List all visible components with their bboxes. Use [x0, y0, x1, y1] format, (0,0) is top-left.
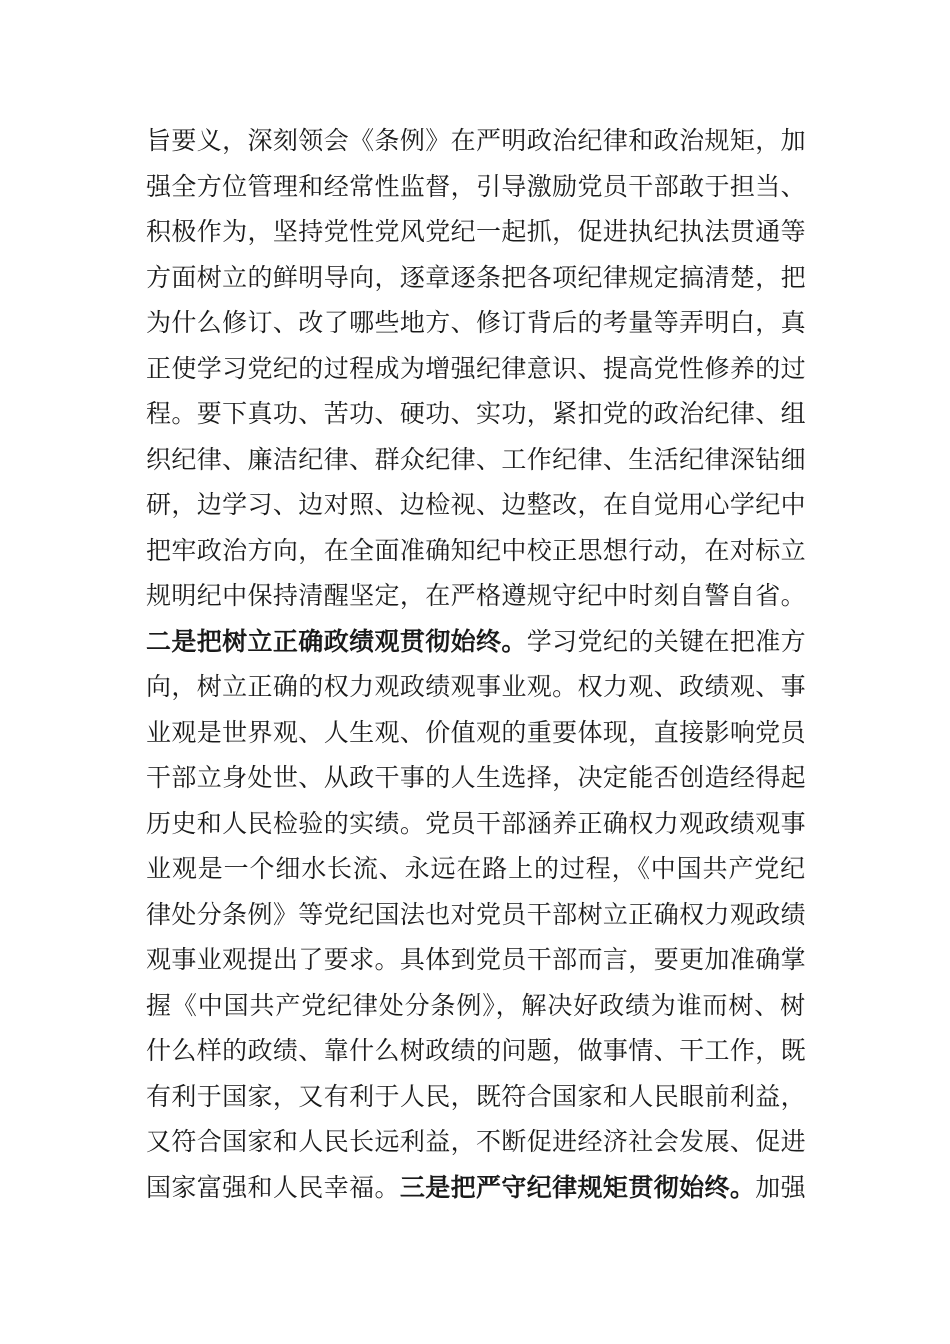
paragraph-text: 业观是世界观、人生观、价值观的重要体现，直接影响党员 [146, 717, 806, 747]
text-line [146, 1074, 806, 1120]
paragraph-text: 向，树立正确的权力观政绩观事业观。权力观、政绩观、事 [146, 672, 806, 701]
paragraph-text: 加强 [755, 1172, 806, 1202]
paragraph-text: 正使学习党纪的过程成为增强纪律意识、提高党性修养的过 [146, 353, 806, 383]
paragraph-text: 旨要义，深刻领会《条例》在严明政治纪律和政治规矩，加 [146, 126, 806, 155]
bold-heading-text: 三是把严守纪律规矩贯彻始终。 [399, 1172, 756, 1202]
paragraph-text: 什么样的政绩、靠什么树政绩的问题，做事情、干工作，既 [146, 1036, 806, 1065]
text-line [146, 664, 806, 710]
text-line [146, 1028, 806, 1074]
paragraph-text: 学习党纪的关键在把准方 [526, 626, 806, 656]
text-line [146, 892, 806, 938]
paragraph-text: 方面树立的鲜明导向，逐章逐条把各项纪律规定搞清楚，把 [146, 262, 806, 292]
paragraph-text: 有利于国家，又有利于人民，既符合国家和人民眼前利益， [146, 1081, 806, 1111]
text-line [146, 619, 806, 665]
paragraph-text: 研，边学习、边对照、边检视、边整改，在自觉用心学纪中 [146, 490, 806, 519]
paragraph-text: 业观是一个细水长流、永远在路上的过程，《中国共产党纪 [146, 854, 806, 883]
text-line [146, 1165, 806, 1211]
text-line [146, 164, 806, 210]
paragraph-text: 织纪律、廉洁纪律、群众纪律、工作纪律、生活纪律深钻细 [146, 444, 806, 474]
paragraph-text: 律处分条例》等党纪国法也对党员干部树立正确权力观政绩 [146, 899, 806, 929]
text-line [146, 118, 806, 164]
text-line [146, 710, 806, 756]
text-line [146, 1119, 806, 1165]
text-line [146, 346, 806, 392]
text-line [146, 255, 806, 301]
text-line [146, 528, 806, 574]
paragraph-text: 积极作为，坚持党性党风党纪一起抓，促进执纪执法贯通等 [146, 217, 806, 246]
paragraph-text: 又符合国家和人民长远利益，不断促进经济社会发展、促进 [146, 1127, 806, 1156]
text-line [146, 846, 806, 892]
text-line [146, 209, 806, 255]
paragraph-text: 强全方位管理和经常性监督，引导激励党员干部敢于担当、 [146, 171, 806, 201]
text-line [146, 300, 806, 346]
paragraph-text: 握《中国共产党纪律处分条例》，解决好政绩为谁而树、树 [146, 990, 806, 1020]
text-line [146, 437, 806, 483]
body-text [146, 118, 806, 1210]
paragraph-text: 程。要下真功、苦功、硬功、实功，紧扣党的政治纪律、组 [146, 399, 806, 428]
paragraph-text: 国家富强和人民幸福。 [146, 1172, 400, 1202]
text-line [146, 937, 806, 983]
bold-heading-text: 二是把树立正确政绩观贯彻始终。 [146, 626, 527, 656]
paragraph-text: 为什么修订、改了哪些地方、修订背后的考量等弄明白，真 [146, 308, 806, 337]
paragraph-text: 规明纪中保持清醒坚定，在严格遵规守纪中时刻自警自省。 [146, 581, 806, 610]
text-line [146, 801, 806, 847]
paragraph-text: 把牢政治方向，在全面准确知纪中校正思想行动，在对标立 [146, 535, 806, 565]
paragraph-text: 干部立身处世、从政干事的人生选择，决定能否创造经得起 [146, 763, 806, 792]
text-line [146, 983, 806, 1029]
text-line [146, 391, 806, 437]
paragraph-text: 历史和人民检验的实绩。党员干部涵养正确权力观政绩观事 [146, 808, 806, 838]
paragraph-text: 观事业观提出了要求。具体到党员干部而言，要更加准确掌 [146, 945, 806, 974]
text-line [146, 482, 806, 528]
text-line [146, 755, 806, 801]
text-line [146, 573, 806, 619]
